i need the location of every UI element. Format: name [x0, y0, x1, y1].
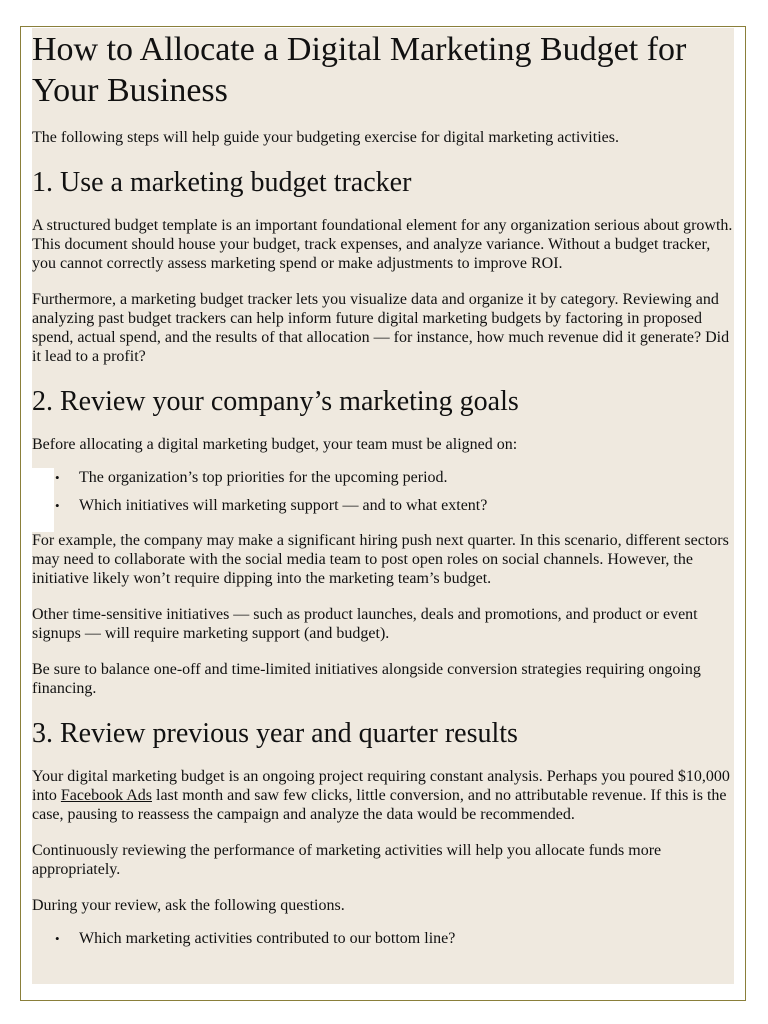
paragraph-text: Your digital marketing budget is an ongoing project requiring constant analysis. Perhaps you poured $10,000 into [32, 768, 730, 804]
section-2-paragraph-3: Be sure to balance one-off and time-limited initiatives alongside conversion strategies requiring ongoing financing. [32, 661, 701, 697]
list-item: • Which initiatives will marketing support — and to what extent? [32, 496, 734, 515]
section-3-bullet-list [32, 929, 734, 948]
page-title: How to Allocate a Digital Marketing Budget for Your Business [32, 31, 687, 109]
document-page [32, 28, 734, 984]
list-item: • The organization’s top priorities for the upcoming period. [32, 468, 734, 487]
list-item: • Which marketing activities contributed to our bottom line? [32, 929, 734, 948]
section-3-paragraph-3: During your review, ask the following questions. [32, 897, 345, 914]
section-2-lead: Before allocating a digital marketing budget, your team must be aligned on: [32, 436, 518, 453]
paragraph-text: last month and saw few clicks, little conversion, and no attributable revenue. If this is the case, pausing to reassess the campaign and analyze the data would be recommended. [32, 787, 727, 823]
section-1-paragraph-2: Furthermore, a marketing budget tracker lets you visualize data and organize it by category. Reviewing and analyzing past budget trackers can help inform future digital marketing budgets by factoring in proposed spend, actual spend, and the results of that allocation — for instance, how much revenue did it generate? Did it lead to a profit? [32, 291, 730, 365]
section-heading-2: 2. Review your company’s marketing goals [32, 386, 519, 417]
section-2-bullet-list [32, 468, 734, 515]
section-1-paragraph-1: A structured budget template is an important foundational element for any organization serious about growth. This document should house your budget, track expenses, and analyze variance. Without a budget tracker, you cannot correctly assess marketing spend or make adjustments to improve ROI. [32, 217, 733, 272]
section-2-paragraph-1: For example, the company may make a significant hiring push next quarter. In this scenario, different sectors may need to collaborate with the social media team to post open roles on social channels. However, the initiative likely won’t require dipping into the marketing team’s budget. [32, 532, 729, 587]
section-heading-3: 3. Review previous year and quarter results [32, 718, 518, 749]
section-2-paragraph-2: Other time-sensitive initiatives — such as product launches, deals and promotions, and product or event signups — will require marketing support (and budget). [32, 606, 698, 642]
section-3-paragraph-2: Continuously reviewing the performance of marketing activities will help you allocate funds more appropriately. [32, 842, 662, 878]
section-3-paragraph-1 [32, 767, 734, 824]
section-heading-1: 1. Use a marketing budget tracker [32, 167, 412, 198]
facebook-ads-link[interactable]: Facebook Ads [60, 787, 152, 804]
intro-paragraph: The following steps will help guide your budgeting exercise for digital marketing activities. [32, 129, 619, 146]
